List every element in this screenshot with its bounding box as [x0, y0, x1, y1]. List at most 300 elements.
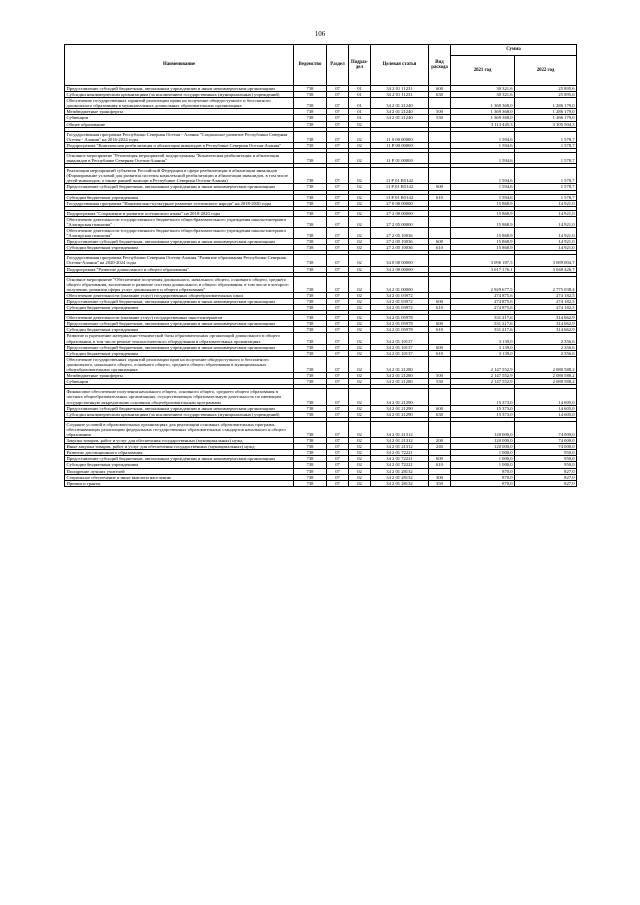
cell-s2: 14 605,0 [515, 389, 577, 405]
cell-s1: 3 139,0 [451, 333, 515, 344]
cell-rz: 07 [327, 373, 349, 379]
cell-vr [429, 168, 451, 184]
cell-vr: 300 [429, 474, 451, 480]
cell-s1: 120 000,0 [451, 444, 515, 450]
cell-pr: 02 [349, 142, 371, 148]
cell-s2: 25 895,6 [515, 86, 577, 92]
cell-s1: 1 594,6 [451, 194, 515, 200]
cell-ved: 738 [294, 350, 327, 356]
table-row [65, 227, 577, 238]
cell-name: Обеспечение деятельности государственного бюджетного общеобразовательного учреждения школы-интерната "Алагирская гимназия" [65, 227, 294, 238]
cell-pr: 02 [349, 344, 371, 350]
cell-s2: 827,0 [515, 474, 577, 480]
cell-vr [429, 98, 451, 109]
cell-name: Межбюджетные трансферты [65, 373, 294, 379]
cell-rz: 07 [327, 411, 349, 417]
cell-s1: 15 868,9 [451, 245, 515, 251]
cell-cs: 34 2 01 21240 [371, 109, 429, 115]
cell-pr: 02 [349, 450, 371, 456]
cell-name: Субсидии некоммерческим организациям (за исключением государственных (муниципальных) учреждений) [65, 411, 294, 417]
cell-name: Развитие дистанционного образования [65, 450, 294, 456]
cell-ved: 738 [294, 276, 327, 292]
cell-name: Предоставление субсидий бюджетным, автономным учреждениям и иным некоммерческим организациям [65, 184, 294, 190]
cell-rz: 07 [327, 92, 349, 98]
cell-vr: 610 [429, 305, 451, 311]
cell-s2: 1 578,7 [515, 184, 577, 190]
cell-s2: 14 605,0 [515, 405, 577, 411]
cell-rz: 07 [327, 344, 349, 350]
cell-rz: 07 [327, 152, 349, 163]
cell-s2: 2 080 588,2 [515, 356, 577, 372]
cell-rz: 07 [327, 450, 349, 456]
cell-rz: 07 [327, 131, 349, 142]
cell-pr: 02 [349, 131, 371, 142]
cell-pr: 02 [349, 474, 371, 480]
cell-pr: 02 [349, 210, 371, 216]
cell-pr: 02 [349, 184, 371, 190]
cell-s1: 1 000,0 [451, 450, 515, 456]
cell-cs: 34 2 01 72221 [371, 462, 429, 468]
cell-rz: 07 [327, 421, 349, 437]
cell-s1: 1 000,0 [451, 456, 515, 462]
table-row [65, 131, 577, 142]
cell-rz: 07 [327, 86, 349, 92]
cell-rz: 07 [327, 292, 349, 298]
cell-cs: 11 0 00 00000 [371, 131, 429, 142]
header-section: Раздел [327, 45, 349, 86]
cell-rz: 07 [327, 474, 349, 480]
cell-vr: 610 [429, 327, 451, 333]
cell-pr: 02 [349, 152, 371, 163]
cell-name: Предоставление субсидий бюджетным, автономным учреждениям и иным некоммерческим организациям [65, 86, 294, 92]
cell-vr: 530 [429, 379, 451, 385]
cell-pr: 01 [349, 98, 371, 109]
cell-s2: 274 182,5 [515, 292, 577, 298]
cell-rz: 07 [327, 227, 349, 238]
cell-vr: 200 [429, 438, 451, 444]
cell-name: Субсидии бюджетным учреждениям [65, 350, 294, 356]
cell-rz: 07 [327, 456, 349, 462]
cell-rz: 07 [327, 333, 349, 344]
cell-cs: 34 2 01 05978 [371, 315, 429, 321]
page-number: 106 [314, 30, 326, 38]
cell-ved: 738 [294, 168, 327, 184]
table-row [65, 216, 577, 227]
cell-name: Субвенции [65, 379, 294, 385]
cell-s1: 1 000,0 [451, 462, 515, 468]
cell-ved: 738 [294, 450, 327, 456]
cell-ved: 738 [294, 305, 327, 311]
cell-s2: 14 921,0 [515, 227, 577, 238]
cell-cs: 11 Р 01 00000 [371, 152, 429, 163]
cell-s1: 2 147 552,9 [451, 373, 515, 379]
cell-pr: 02 [349, 299, 371, 305]
cell-cs: 27 2 00 00000 [371, 210, 429, 216]
cell-name: Обеспечение государственных гарантий реализации прав на получение общедоступного и бесплатного дошкольного, начального общего, основного общего, среднего общего образования в муниципальных общеобразовательных организациях [65, 356, 294, 372]
cell-s1: 2 929 677,5 [451, 276, 515, 292]
cell-vr: 610 [429, 245, 451, 251]
cell-ved: 738 [294, 379, 327, 385]
cell-s1: 3 139,0 [451, 350, 515, 356]
cell-name: Субсидии бюджетным учреждениям [65, 245, 294, 251]
cell-cs: 34 2 01 03972 [371, 305, 429, 311]
cell-cs: 27 0 00 00000 [371, 200, 429, 206]
cell-s1: 331 217,6 [451, 321, 515, 327]
cell-ved: 738 [294, 321, 327, 327]
cell-s1: 1 594,6 [451, 152, 515, 163]
cell-cs: 34 2 01 10137 [371, 350, 429, 356]
cell-cs: 34 2 01 28132 [371, 474, 429, 480]
cell-pr: 02 [349, 216, 371, 227]
cell-name: Развитие и укрепление материально-технической базы образовательных организаций дошкольного и общего образования, в том числе ремонт технологического оборудования в образовательных организациях [65, 333, 294, 344]
cell-vr: 600 [429, 344, 451, 350]
cell-cs: 34 2 01 72221 [371, 450, 429, 456]
cell-s1: 15 868,9 [451, 239, 515, 245]
cell-cs: 34 2 01 72221 [371, 456, 429, 462]
header-2021: 2021 год [451, 56, 515, 86]
cell-pr: 02 [349, 379, 371, 385]
cell-s1: 274 875,6 [451, 299, 515, 305]
header-subsection: Подраз- дел [349, 45, 371, 86]
cell-s1: 1 594,6 [451, 168, 515, 184]
cell-ved: 738 [294, 92, 327, 98]
cell-name: Обеспечение деятельности государственного бюджетного общеобразовательного учреждения школы-интерната "Алагирская гимназия" [65, 216, 294, 227]
table-row [65, 98, 577, 109]
cell-name: Общее образование [65, 121, 294, 127]
header-ministry: Ведомство [294, 45, 327, 86]
cell-cs: 11 Р 01 R5142 [371, 168, 429, 184]
cell-pr: 02 [349, 315, 371, 321]
header-sum: Сумма [451, 45, 577, 56]
cell-pr: 01 [349, 92, 371, 98]
cell-ved: 738 [294, 299, 327, 305]
cell-ved: 738 [294, 98, 327, 109]
cell-name: Государственная программа Республики Северная Осетия-Алания "Развитие образования Республики Северная Осетия-Алания" на 2020-2024 годы [65, 255, 294, 266]
cell-pr: 02 [349, 266, 371, 272]
cell-pr: 02 [349, 200, 371, 206]
cell-name: Государственная программа Республики Северная Осетия - Алания "Социальное развитие Республики Северная Осетия - Алания" на 2016-2024 годы [65, 131, 294, 142]
cell-rz: 07 [327, 184, 349, 190]
cell-s2: 3 105 504,3 [515, 121, 577, 127]
cell-cs: 27 2 05 10036 [371, 227, 429, 238]
cell-s2: 25 895,6 [515, 92, 577, 98]
cell-pr: 02 [349, 480, 371, 486]
cell-cs: 34 2 01 21280 [371, 373, 429, 379]
cell-pr: 01 [349, 115, 371, 121]
cell-name: Подпрограмма "Комплексная реабилитация и абилитация инвалидов в Республике Северная Осетия-Алания" [65, 142, 294, 148]
cell-rz: 07 [327, 462, 349, 468]
cell-cs: 34 2 01 05978 [371, 327, 429, 333]
cell-ved: 738 [294, 210, 327, 216]
cell-rz: 07 [327, 305, 349, 311]
cell-s1: 331 217,6 [451, 315, 515, 321]
cell-cs: 11 Р 01 R5142 [371, 184, 429, 190]
cell-s2: 950,0 [515, 456, 577, 462]
cell-cs: 34 2 01 28132 [371, 468, 429, 474]
cell-s1: 3 139,0 [451, 344, 515, 350]
cell-name: Подпрограмма "Сохранение и развитие осетинского языка" на 2018-2020 годы [65, 210, 294, 216]
cell-s1: 15 373,0 [451, 405, 515, 411]
cell-name: Субсидии бюджетным учреждениям [65, 327, 294, 333]
cell-s1: 1 369 368,0 [451, 98, 515, 109]
cell-name: Создание условий в образовательных организациях для реализации основных образовательных программ, обеспечивающих реализацию федеральных государственных образовательных стандартов начального и общего образования [65, 421, 294, 437]
cell-s2: 14 921,0 [515, 239, 577, 245]
cell-rz: 07 [327, 115, 349, 121]
cell-pr: 02 [349, 255, 371, 266]
cell-name: Предоставление субсидий бюджетным, автономным учреждениям и иным некоммерческим организациям [65, 456, 294, 462]
cell-name: Предоставление субсидий бюджетным, автономным учреждениям и иным некоммерческим организациям [65, 405, 294, 411]
cell-ved: 738 [294, 356, 327, 372]
cell-rz: 07 [327, 109, 349, 115]
cell-pr: 02 [349, 227, 371, 238]
cell-s2: 74 000,0 [515, 438, 577, 444]
cell-name: Реализация мероприятий субъектов Российской Федерации в сфере реабилитации и абилитации инвалидов (Формирование условий для развития системы комплексной реабилитации и абилитации инвалидов, в том числе детей-инвалидов, а также ранней помощи в Республике Северная Осетия-Алания) [65, 168, 294, 184]
cell-s2: 2 356,6 [515, 344, 577, 350]
cell-ved: 738 [294, 266, 327, 272]
cell-pr: 02 [349, 411, 371, 417]
table-row [65, 255, 577, 266]
cell-name: Предоставление субсидий бюджетным, автономным учреждениям и иным некоммерческим организациям [65, 299, 294, 305]
cell-rz: 07 [327, 121, 349, 127]
cell-s1: 274 875,6 [451, 292, 515, 298]
cell-rz: 07 [327, 321, 349, 327]
table-row [65, 333, 577, 344]
cell-vr: 610 [429, 462, 451, 468]
cell-s2: 14 921,0 [515, 210, 577, 216]
cell-pr: 02 [349, 356, 371, 372]
table-row [65, 168, 577, 184]
cell-vr [429, 227, 451, 238]
cell-pr: 02 [349, 389, 371, 405]
cell-vr [429, 276, 451, 292]
cell-ved: 738 [294, 142, 327, 148]
cell-s1: 2 147 552,9 [451, 356, 515, 372]
cell-ved: 738 [294, 194, 327, 200]
cell-cs: 34 0 00 00000 [371, 255, 429, 266]
header-expense: Вид расхода [429, 45, 451, 86]
cell-vr: 350 [429, 480, 451, 486]
cell-rz: 07 [327, 405, 349, 411]
cell-s1: 870,0 [451, 468, 515, 474]
cell-rz: 07 [327, 216, 349, 227]
cell-s2: 950,0 [515, 462, 577, 468]
cell-pr: 02 [349, 168, 371, 184]
cell-rz: 07 [327, 210, 349, 216]
cell-ved: 738 [294, 239, 327, 245]
table-body [65, 86, 577, 487]
cell-cs: 27 2 05 10036 [371, 245, 429, 251]
cell-s2: 2 080 588,2 [515, 379, 577, 385]
cell-rz: 07 [327, 200, 349, 206]
cell-name: Субсидии бюджетным учреждениям [65, 462, 294, 468]
cell-rz: 07 [327, 350, 349, 356]
cell-s2: 1 578,7 [515, 168, 577, 184]
cell-s2: 1 578,7 [515, 131, 577, 142]
cell-rz: 07 [327, 142, 349, 148]
cell-rz: 07 [327, 98, 349, 109]
cell-s1: 1 369 368,0 [451, 109, 515, 115]
cell-s1: 1 369 368,0 [451, 115, 515, 121]
cell-s2: 2 356,6 [515, 350, 577, 356]
cell-pr: 02 [349, 121, 371, 127]
cell-name: Подпрограмма "Развитие дошкольного и общего образования" [65, 266, 294, 272]
cell-ved: 738 [294, 200, 327, 206]
cell-s2: 1 286 179,0 [515, 115, 577, 121]
cell-s2: 14 921,0 [515, 200, 577, 206]
cell-pr: 02 [349, 305, 371, 311]
cell-s2: 2 775 038,4 [515, 276, 577, 292]
cell-s1: 1 594,6 [451, 184, 515, 190]
cell-cs: 27 2 05 00000 [371, 216, 429, 227]
cell-ved: 738 [294, 121, 327, 127]
cell-rz: 07 [327, 444, 349, 450]
cell-pr: 02 [349, 276, 371, 292]
cell-pr: 02 [349, 405, 371, 411]
cell-ved: 738 [294, 227, 327, 238]
cell-s1: 870,0 [451, 474, 515, 480]
cell-s2: 314 662,9 [515, 327, 577, 333]
cell-s1: 274 875,6 [451, 305, 515, 311]
cell-name: Премии и гранты [65, 480, 294, 486]
cell-pr: 02 [349, 333, 371, 344]
cell-ved: 738 [294, 131, 327, 142]
cell-rz: 07 [327, 389, 349, 405]
cell-s2: 74 000,0 [515, 421, 577, 437]
cell-cs: 34 2 00 00000 [371, 266, 429, 272]
cell-ved: 738 [294, 115, 327, 121]
cell-vr: 240 [429, 444, 451, 450]
cell-s2: 314 662,9 [515, 321, 577, 327]
cell-pr: 02 [349, 239, 371, 245]
table-row [65, 276, 577, 292]
cell-cs: 34 2 01 21312 [371, 444, 429, 450]
cell-cs: 34 2 01 21312 [371, 421, 429, 437]
cell-vr: 500 [429, 373, 451, 379]
cell-pr: 02 [349, 373, 371, 379]
cell-ved: 738 [294, 389, 327, 405]
cell-name: Предоставление субсидий бюджетным, автономным учреждениям и иным некоммерческим организациям [65, 239, 294, 245]
cell-ved: 738 [294, 292, 327, 298]
cell-pr: 02 [349, 438, 371, 444]
cell-ved: 738 [294, 411, 327, 417]
cell-vr: 600 [429, 321, 451, 327]
cell-ved: 738 [294, 327, 327, 333]
cell-vr [429, 216, 451, 227]
cell-ved: 738 [294, 184, 327, 190]
cell-cs: 34 2 01 28132 [371, 480, 429, 486]
header-name: Наименование [65, 45, 294, 86]
cell-pr: 02 [349, 468, 371, 474]
cell-rz: 07 [327, 480, 349, 486]
cell-s2: 274 182,5 [515, 305, 577, 311]
cell-s1: 30 321,6 [451, 92, 515, 98]
cell-vr [429, 131, 451, 142]
cell-s2: 827,0 [515, 468, 577, 474]
cell-s1: 3 096 187,5 [451, 255, 515, 266]
cell-cs: 34 2 01 21290 [371, 405, 429, 411]
cell-name: Обеспечение деятельности (оказание услуг) государственных школ-интернатов [65, 315, 294, 321]
cell-s2: 1 578,7 [515, 194, 577, 200]
cell-s1: 2 147 552,9 [451, 379, 515, 385]
cell-pr: 02 [349, 350, 371, 356]
cell-cs: 27 2 05 10036 [371, 239, 429, 245]
cell-vr [429, 356, 451, 372]
cell-ved: 738 [294, 421, 327, 437]
cell-ved: 738 [294, 444, 327, 450]
cell-s1: 3 017 176,1 [451, 266, 515, 272]
cell-s2: 14 921,0 [515, 216, 577, 227]
cell-vr: 610 [429, 194, 451, 200]
cell-vr: 600 [429, 299, 451, 305]
cell-cs: 11 Р 00 00000 [371, 142, 429, 148]
cell-cs: 34 2 01 00000 [371, 276, 429, 292]
cell-vr: 630 [429, 411, 451, 417]
cell-vr: 500 [429, 109, 451, 115]
cell-name: Закупка товаров, работ и услуг для обеспечения государственных (муниципальных) нужд [65, 438, 294, 444]
cell-name: Обеспечение государственных гарантий реализации права на получение общедоступного и бесплатного дошкольного образования в муниципальных дошкольных образовательных организациях [65, 98, 294, 109]
cell-s2: 14 921,0 [515, 245, 577, 251]
cell-name: Субсидии бюджетным учреждениям [65, 305, 294, 311]
cell-pr: 02 [349, 456, 371, 462]
cell-cs: 34 2 01 21290 [371, 411, 429, 417]
cell-cs: 34 2 01 05978 [371, 321, 429, 327]
cell-name: Иные закупки товаров, работ и услуг для обеспечения государственных (муниципальных) нужд [65, 444, 294, 450]
cell-vr: 600 [429, 405, 451, 411]
cell-rz: 07 [327, 356, 349, 372]
cell-s2: 1 286 179,0 [515, 98, 577, 109]
cell-s2: 827,0 [515, 480, 577, 486]
cell-s1: 15 373,0 [451, 389, 515, 405]
cell-name: Межбюджетные трансферты [65, 109, 294, 115]
cell-cs: 34 2 01 03972 [371, 299, 429, 305]
cell-name: Финансовое обеспечение получения начального общего, основного общего, среднего общего образования в частных общеобразовательных организациях, осуществляющих образовательную деятельность по имеющим государственную аккредитацию основным общеобразовательным программам [65, 389, 294, 405]
cell-cs: 34 2 01 03972 [371, 292, 429, 298]
cell-rz: 07 [327, 168, 349, 184]
cell-ved: 738 [294, 480, 327, 486]
cell-s2: 14 605,0 [515, 411, 577, 417]
cell-vr: 530 [429, 115, 451, 121]
header-target: Целевая статья [371, 45, 429, 86]
cell-vr: 610 [429, 350, 451, 356]
cell-name: Предоставление субсидий бюджетным, автономным учреждениям и иным некоммерческим организациям [65, 321, 294, 327]
cell-rz: 07 [327, 245, 349, 251]
cell-s2: 1 578,7 [515, 142, 577, 148]
cell-vr [429, 333, 451, 344]
cell-vr: 600 [429, 184, 451, 190]
cell-name: Государственная программа "Национально-культурное развитие осетинского народа" на 2018-2020 годы [65, 200, 294, 206]
cell-name: Основное мероприятие "Реализация мероприятий подпрограммы "Комплексная реабилитация и абилитация инвалидов в Республике Северная Осетия-Алания" [65, 152, 294, 163]
cell-s1: 15 868,9 [451, 216, 515, 227]
cell-ved: 738 [294, 255, 327, 266]
cell-cs: 34 2 01 21240 [371, 98, 429, 109]
cell-ved: 738 [294, 86, 327, 92]
cell-pr: 02 [349, 444, 371, 450]
cell-vr [429, 389, 451, 405]
cell-cs: 34 2 01 10137 [371, 333, 429, 344]
cell-pr: 02 [349, 321, 371, 327]
cell-s1: 1 594,6 [451, 131, 515, 142]
cell-rz: 07 [327, 194, 349, 200]
cell-pr: 02 [349, 194, 371, 200]
cell-s1: 120 000,0 [451, 438, 515, 444]
cell-s2: 274 182,5 [515, 299, 577, 305]
cell-ved: 738 [294, 405, 327, 411]
cell-pr: 01 [349, 109, 371, 115]
cell-rz: 07 [327, 266, 349, 272]
cell-ved: 738 [294, 245, 327, 251]
cell-pr: 02 [349, 421, 371, 437]
cell-ved: 738 [294, 344, 327, 350]
